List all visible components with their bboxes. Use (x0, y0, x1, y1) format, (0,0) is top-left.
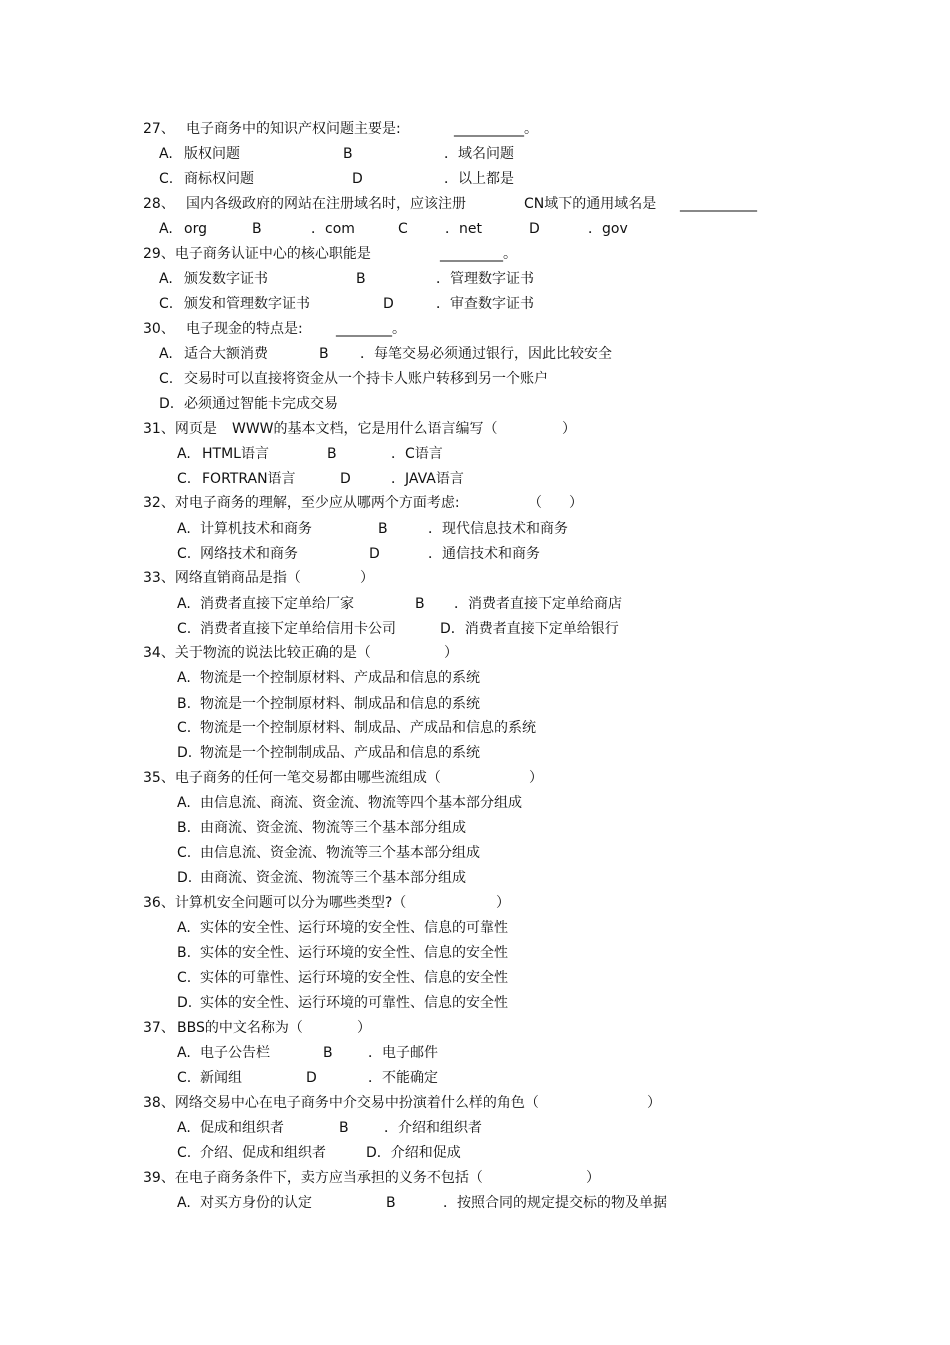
option-text: 商标权问题 (184, 171, 254, 187)
option-text: 消费者直接下定单给厂家 (200, 596, 354, 612)
option-text: ．每笔交易必须通过银行，因此比较安全 (360, 346, 612, 362)
question-text: 39、在电子商务条件下，卖方应当承担的义务不包括（ (143, 1170, 483, 1186)
question-text: __________。 (454, 121, 538, 137)
option-text: C. (177, 720, 192, 736)
option-text: FORTRAN语言 (202, 471, 296, 487)
option-text: 颁发数字证书 (184, 271, 268, 287)
option-text: B (386, 1195, 396, 1211)
option-text: 必须通过智能卡完成交易 (184, 396, 338, 412)
option-text: 电子公告栏 (200, 1045, 270, 1061)
option-text: A. (177, 446, 191, 462)
question-text: （ (528, 495, 542, 511)
question-text: BBS的中文名称为（ (177, 1020, 303, 1036)
option-text: C (398, 221, 408, 237)
option-text: A. (177, 795, 191, 811)
option-text: ．net (445, 221, 482, 237)
question-text: 电子现金的特点是: (186, 321, 303, 337)
option-text: ．现代信息技术和商务 (428, 521, 568, 537)
option-text: ．com (311, 221, 355, 237)
option-text: C. (177, 1145, 192, 1161)
question-text: 36、计算机安全问题可以分为哪些类型?（ (143, 895, 407, 911)
option-text: ．不能确定 (368, 1070, 438, 1086)
option-text: D. (177, 745, 193, 761)
option-text: C. (177, 546, 192, 562)
option-text: ．域名问题 (444, 146, 514, 162)
option-text: B (339, 1120, 349, 1136)
option-text: A. (177, 596, 191, 612)
question-text: ） (647, 1095, 661, 1111)
question-text: 35、电子商务的任何一笔交易都由哪些流组成（ (143, 770, 441, 786)
option-text: 交易时可以直接将资金从一个持卡人账户转移到另一个账户 (184, 371, 548, 387)
option-text: A. (159, 271, 173, 287)
question-text: 34、关于物流的说法比较正确的是（ (143, 645, 371, 661)
option-text: A. (177, 670, 191, 686)
question-text: ________。 (336, 321, 406, 337)
option-text: A. (177, 1195, 191, 1211)
question-text: ） (360, 570, 374, 586)
option-text: D. (177, 995, 193, 1011)
option-text: D．消费者直接下定单给银行 (440, 621, 619, 637)
option-text: 实体的安全性、运行环境的可靠性、信息的安全性 (200, 995, 508, 1011)
option-text: A. (177, 1045, 191, 1061)
option-text: ．C语言 (391, 446, 443, 462)
option-text: 由商流、资金流、物流等三个基本部分组成 (200, 820, 466, 836)
option-text: 计算机技术和商务 (200, 521, 312, 537)
option-text: 新闻组 (200, 1070, 242, 1086)
option-text: A. (177, 521, 191, 537)
option-text: B (343, 146, 353, 162)
option-text: 物流是一个控制制成品、产成品和信息的系统 (200, 745, 480, 761)
option-text: ．管理数字证书 (436, 271, 534, 287)
option-text: C. (177, 970, 192, 986)
option-text: 介绍、促成和组织者 (200, 1145, 326, 1161)
option-text: B. (177, 945, 192, 961)
option-text: B. (177, 696, 192, 712)
option-text: C. (177, 621, 192, 637)
option-text: ．JAVA语言 (391, 471, 464, 487)
option-text: C. (177, 845, 192, 861)
option-text: ．通信技术和商务 (428, 546, 540, 562)
question-text: 38、网络交易中心在电子商务中介交易中扮演着什么样的角色（ (143, 1095, 539, 1111)
option-text: ．电子邮件 (368, 1045, 438, 1061)
option-text: org (184, 221, 207, 237)
question-text: ） (496, 895, 510, 911)
option-text: A. (159, 146, 173, 162)
option-text: B (415, 596, 425, 612)
option-text: D (383, 296, 394, 312)
option-text: D (306, 1070, 317, 1086)
option-text: D. (159, 396, 175, 412)
option-text: A. (159, 346, 173, 362)
question-text: WWW的基本文档，它是用什么语言编写（ (232, 421, 498, 437)
option-text: 由商流、资金流、物流等三个基本部分组成 (200, 870, 466, 886)
option-text: B (252, 221, 262, 237)
option-text: 网络技术和商务 (200, 546, 298, 562)
option-text: HTML语言 (202, 446, 269, 462)
question-text: ） (357, 1020, 371, 1036)
question-text: 30、 (143, 321, 175, 337)
option-text: 实体的可靠性、运行环境的安全性、信息的安全性 (200, 970, 508, 986)
option-text: C. (177, 1070, 192, 1086)
option-text: 颁发和管理数字证书 (184, 296, 310, 312)
option-text: A. (159, 221, 173, 237)
option-text: D (369, 546, 380, 562)
option-text: B (319, 346, 329, 362)
question-text: ） (586, 1170, 600, 1186)
option-text: B (356, 271, 366, 287)
option-text: D (340, 471, 351, 487)
option-text: ．gov (588, 221, 628, 237)
option-text: D (529, 221, 540, 237)
question-text: ） (569, 495, 583, 511)
question-text: 28、 (143, 196, 175, 212)
option-text: C. (159, 296, 174, 312)
option-text: D．介绍和促成 (366, 1145, 461, 1161)
option-text: 物流是一个控制原材料、制成品、产成品和信息的系统 (200, 720, 536, 736)
option-text: D (352, 171, 363, 187)
option-text: B (323, 1045, 333, 1061)
option-text: ．介绍和组织者 (384, 1120, 482, 1136)
option-text: A. (177, 1120, 191, 1136)
question-text: ） (562, 421, 576, 437)
option-text: C. (177, 471, 192, 487)
question-text: CN域下的通用域名是 (524, 196, 657, 212)
question-text: ） (529, 770, 543, 786)
option-text: 实体的安全性、运行环境的安全性、信息的安全性 (200, 945, 508, 961)
option-text: ．消费者直接下定单给商店 (454, 596, 622, 612)
option-text: 物流是一个控制原材料、制成品和信息的系统 (200, 696, 480, 712)
question-text: _________。 (440, 246, 517, 262)
option-text: 适合大额消费 (184, 346, 268, 362)
question-text: ___________ (680, 196, 757, 212)
option-text: 促成和组织者 (200, 1120, 284, 1136)
option-text: A. (177, 920, 191, 936)
option-text: B (327, 446, 337, 462)
question-text: 27、 (143, 121, 175, 137)
option-text: C. (159, 371, 174, 387)
question-text: ） (444, 645, 458, 661)
option-text: ．按照合同的规定提交标的物及单据 (443, 1195, 667, 1211)
option-text: 由信息流、资金流、物流等三个基本部分组成 (200, 845, 480, 861)
option-text: ．以上都是 (444, 171, 514, 187)
option-text: 实体的安全性、运行环境的安全性、信息的可靠性 (200, 920, 508, 936)
option-text: C. (159, 171, 174, 187)
option-text: 对买方身份的认定 (200, 1195, 312, 1211)
option-text: 版权问题 (184, 146, 240, 162)
option-text: B (378, 521, 388, 537)
question-text: 电子商务中的知识产权问题主要是: (186, 121, 401, 137)
question-text: 33、网络直销商品是指（ (143, 570, 301, 586)
option-text: 消费者直接下定单给信用卡公司 (200, 621, 396, 637)
question-text: 国内各级政府的网站在注册域名时，应该注册 (186, 196, 466, 212)
question-text: 29、电子商务认证中心的核心职能是 (143, 246, 371, 262)
option-text: 由信息流、商流、资金流、物流等四个基本部分组成 (200, 795, 522, 811)
option-text: B. (177, 820, 192, 836)
question-text: 31、网页是 (143, 421, 217, 437)
option-text: ．审查数字证书 (436, 296, 534, 312)
option-text: D. (177, 870, 193, 886)
option-text: 物流是一个控制原材料、产成品和信息的系统 (200, 670, 480, 686)
question-text: 37、 (143, 1020, 175, 1036)
question-text: 32、对电子商务的理解，至少应从哪两个方面考虑: (143, 495, 460, 511)
